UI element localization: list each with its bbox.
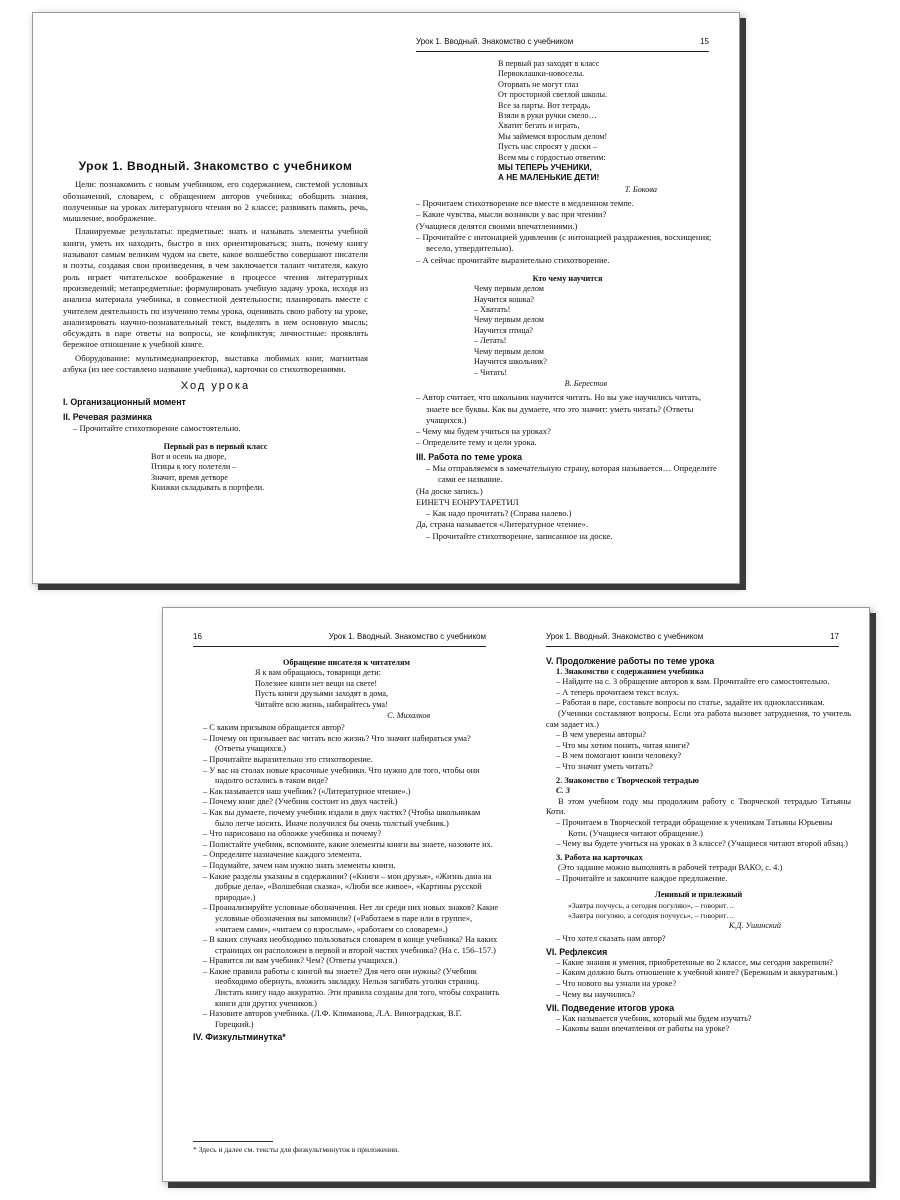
poem-line: Оторвать не могут глаз <box>498 79 579 89</box>
goals-paragraph: Цели: познакомить с новым учебником, его содержанием, системой условных обозначений, словарем, с обращением авторов учебника; обобщить знания, полученные на уроках литературного чтения во 2 классе; развивать память, речь, мышление, воображение. <box>63 179 368 224</box>
poem-line: – Летать! <box>474 336 507 346</box>
poem-title: Первый раз в первый класс <box>163 441 268 451</box>
text-line: – Что хотел сказать нам автор? <box>556 933 666 943</box>
subsection-heading-3: 3. Работа на карточках <box>556 852 643 862</box>
section-heading-2: II. Речевая разминка <box>63 411 152 422</box>
poem-title: Обращение писателя к читателям <box>283 658 410 667</box>
text-line: – А сейчас прочитайте выразительно стихотворение. <box>416 254 610 265</box>
text-line: – У вас на столах новые красочные учебники. Что нужно для того, чтобы они надолго остались в таком виде? <box>203 765 480 786</box>
results-paragraph: Планируемые результаты: предметные: знать и называть элементы учебной книги, уметь их находить, быстро в них ориентироваться; знать, почему книгу называют самым великим чудом на свете, какое волшебство совершают писатели и поэты, создавая свои произведения, в чем заключается талант читателя, какую роль играет читательское воображение в процессе чтения литературных произведений; метапредметные: формулировать учебную задачу урока, исходя из анализа материала учебника, в совместной деятельности; планировать вместе с учителем деятельность по изучению темы урока, оценивать свою работу на уроке, анализировать научно-познавательный текст, выделять в нем основную мысль; обсуждать в паре ответы на вопросы, не конфликтуя; личностные: проявлять бережное отношение к учебной книге. <box>63 226 368 350</box>
poem-line: Чему первым делом <box>474 315 544 325</box>
poem-block <box>416 284 719 378</box>
footnote-rule <box>193 1141 273 1142</box>
text-line: – Каковы ваши впечатления от работы на уроке? <box>556 1024 730 1034</box>
poem-line: Научится школьник? <box>474 357 547 367</box>
poem-line: Хватит бегать и играть, <box>498 121 580 131</box>
text-line: – Полистайте учебник, вспомните, какие элементы книги вы знаете, назовите их. <box>203 839 493 849</box>
section-heading-7: VII. Подведение итогов урока <box>546 1003 675 1014</box>
poem-author: С. Михалков <box>387 710 430 720</box>
page-number: 15 <box>700 37 709 46</box>
poem-line: Вот и осень на дворе, <box>151 451 227 461</box>
poem-line: Пусть книги друзьями заходят в дома, <box>255 689 389 699</box>
questions-list <box>193 723 500 1030</box>
poem-line: Читайте всю жизнь, набирайтесь ума! <box>255 699 388 709</box>
page-reference: С. 3 <box>556 786 570 796</box>
text-line: – Назовите авторов учебника. (Л.Ф. Климанова, Л.А. Виноградская, В.Г. Горецкий.) <box>203 1009 462 1029</box>
poem-line: Всем мы с гордостью ответим: <box>498 152 606 162</box>
page-15 <box>386 13 739 583</box>
text-line: – В чем помогают книги человеку? <box>556 751 682 761</box>
book-spread-pages-14-15 <box>32 12 740 584</box>
poem-author: Т. Бокова <box>624 184 657 194</box>
poem-line: Все за парты. Вот тетрадь. <box>498 100 591 110</box>
text-line: – Работая в паре, составьте вопросы по статье, задайте их одноклассникам. <box>556 698 825 708</box>
text-line: – Как называется наш учебник? («Литературное чтение».) <box>203 786 411 796</box>
poem-line: От просторной светлой школы. <box>498 90 608 100</box>
text-line: Да, страна называется «Литературное чтение». <box>416 519 588 530</box>
footnote: * Здесь и далее см. тексты для физкультминуток в приложении. <box>193 1145 400 1154</box>
text-line: (На доске запись.) <box>416 485 483 496</box>
poem-line: – Читать! <box>474 367 507 377</box>
poem-line: Пусть нас спросят у доски – <box>498 142 597 152</box>
text-line: – А теперь прочитаем текст вслух. <box>556 687 680 697</box>
text-line: – Прочитайте выразительно это стихотворение. <box>203 755 373 764</box>
text-line: – Как вы думаете, почему учебник издали в двух частях? (Чтобы школьникам было легче носить. Иначе получился бы очень толстый учебник.) <box>203 807 481 828</box>
poem-line: Книжки складывать в портфели. <box>151 483 265 493</box>
instruction-line: – Прочитайте стихотворение самостоятельно. <box>73 423 241 434</box>
text-line: (Ученики составляют вопросы. Если эта работа вызовет затруднения, то учитель сам задает их.) <box>546 708 851 729</box>
running-header <box>193 632 486 647</box>
card-title: Ленивый и прилежный <box>654 890 743 900</box>
text-line: – Прочитайте стихотворение, записанное на доске. <box>426 530 613 541</box>
subsection-heading-2: 2. Знакомство с Творческой тетрадью <box>556 775 699 785</box>
board-inscription: ЕИНЕТЧ ЕОНРУТАРЕТИЛ <box>416 496 519 507</box>
text-line: В этом учебном году мы продолжим работу с Творческой тетрадью Татьяны Коти. <box>546 796 851 817</box>
text-line: – Прочитайте с интонацией удивления (с интонацией раздражения, восхищения; весело, утвердительно). <box>416 232 712 254</box>
section-heading-4: IV. Физкультминутка* <box>193 1032 286 1043</box>
text-line: (Это задание можно выполнять в рабочей тетради ВАКО, с. 4.) <box>558 863 783 873</box>
section-heading-1: I. Организационный момент <box>63 396 186 407</box>
text-line: – Какие разделы указаны в содержании? («Книги – мои друзья», «Жизнь дана на добрые дела», «Волшебная сказка», «Люби все живое», «Картины русской природы».) <box>203 871 492 902</box>
page-14-content <box>63 161 368 493</box>
text-line: – Определите назначение каждого элемента. <box>203 850 362 860</box>
text-line: – Почему он призывает вас читать всю жизнь? Что значит набираться ума? (Ответы учащихся.) <box>203 733 471 754</box>
poem-line: – Хватать! <box>474 305 511 315</box>
text-line: – Найдите на с. 3 обращение авторов к вам. Прочитайте его самостоятельно. <box>556 677 830 687</box>
text-line: – Что нарисовано на обложке учебника и почему? <box>203 829 382 839</box>
poem-line: Значит, время детворе <box>151 472 228 482</box>
text-line: – Как называется учебник, который мы будем изучать? <box>556 1013 752 1023</box>
text-line: – Подумайте, зачем нам нужно знать элементы книги. <box>203 860 396 870</box>
book-spread-pages-16-17 <box>162 607 870 1182</box>
running-header-text: Урок 1. Вводный. Знакомство с учебником <box>546 632 704 641</box>
subsection-heading-1: 1. Знакомство с содержанием учебника <box>556 666 704 676</box>
poem-line: В первый раз заходят в класс <box>498 59 600 68</box>
text-line: – С каким призывом обращается автор? <box>203 723 345 733</box>
page-16 <box>163 608 516 1181</box>
text-line: – Как надо прочитать? (Справа налево.) <box>426 508 572 519</box>
text-line: – Проанализируйте условные обозначения. Нет ли среди них новых знаков? Какие условные обозначения вы запомнили? («Работаем в паре или в группе», «читаем сами», «читаем со взрослым», «работаем со словарем».) <box>203 903 499 934</box>
section-heading-6: VI. Рефлексия <box>546 947 608 958</box>
text-line: – Прочитайте и закончите каждое предложение. <box>556 873 728 883</box>
text-line: – Каким должно быть отношение к учебной книге? (Бережным и аккуратным.) <box>556 968 838 978</box>
poem-line: Я к вам обращаюсь, товарищи дети: <box>255 668 381 678</box>
text-line: – Какие знания и умения, приобретенные во 2 классе, мы сегодня закрепили? <box>556 957 833 967</box>
poem-line: Чему первым делом <box>474 346 544 356</box>
text-line: – Что нового вы узнали на уроке? <box>556 979 677 989</box>
text-line: – Прочитаем стихотворение все вместе в медленном темпе. <box>416 198 634 209</box>
poem-line: Мы займемся взрослым делом! <box>498 131 608 141</box>
lesson-flow-heading: Ход урока <box>180 380 251 393</box>
text-line: – Какие чувства, мысли возникли у вас при чтении? <box>416 209 607 220</box>
text-line: – Что мы хотим понять, читая книги? <box>556 740 690 750</box>
page-number: 17 <box>830 632 839 641</box>
card-block <box>546 901 851 921</box>
text-line: – Мы отправляемся в замечательную страну, которая называется… Определите сами ее название. <box>426 462 717 485</box>
poem-line: Научится кошка? <box>474 294 534 304</box>
text-line: – Какие правила работы с книгой вы знаете? Для чего они нужны? (Учебник необходимо обернуть, вложить закладку. Нельзя загибать уголки страниц. Листать книгу надо аккуратно. Эти правила созданы для того, чтобы сохранить книги для других учеников.) <box>203 966 500 1008</box>
running-header <box>546 632 839 647</box>
card-line: «Завтра поучусь, а сегодня погуляю», – говорит… <box>568 901 735 911</box>
poem-line: Чему первым делом <box>474 284 544 294</box>
running-header-text: Урок 1. Вводный. Знакомство с учебником <box>328 632 486 641</box>
page-16-content <box>193 654 500 1044</box>
poem-author: В. Берестов <box>564 378 607 388</box>
poem-line-caps: МЫ ТЕПЕРЬ УЧЕНИКИ, <box>498 163 592 173</box>
poem-line: Научится птица? <box>474 325 533 335</box>
poem-line-caps: А НЕ МАЛЕНЬКИЕ ДЕТИ! <box>498 173 600 183</box>
page-17-content <box>546 654 851 1035</box>
poem-line: Первоклашки-новоселы. <box>498 69 585 79</box>
text-line: – Чему вы будете учиться на уроках в 3 классе? (Учащиеся читают второй абзац.) <box>556 839 848 849</box>
poem-line: Птицы к югу полетели – <box>151 462 237 472</box>
page-14 <box>33 13 386 583</box>
text-line: – Чему мы будем учиться на уроках? <box>416 426 551 437</box>
text-line: – Чему вы научились? <box>556 989 636 999</box>
poem-block <box>416 59 719 184</box>
poem-line: Полезнее книги нет вещи на свете! <box>255 678 378 688</box>
section-heading-3: III. Работа по теме урока <box>416 451 522 462</box>
poem-block <box>63 452 368 494</box>
text-line: – Нравится ли вам учебник? Чем? (Ответы учащихся.) <box>203 956 398 966</box>
poem-block <box>193 668 500 710</box>
text-line: (Учащиеся делятся своими впечатлениями.) <box>416 220 578 231</box>
lesson-title: Урок 1. Вводный. Знакомство с учебником <box>78 159 353 173</box>
equipment-paragraph: Оборудование: мультимедиапроектор, выставка любимых книг, магнитная азбука (из нее составлено название учебника), карточки со стихотворениями. <box>63 352 368 375</box>
text-line: – Прочитаем в Творческой тетради обращение к ученикам Татьяны Юрьевны Коти. (Учащиеся читают обращение.) <box>556 817 833 838</box>
text-line: – Почему книг две? (Учебник состоит из двух частей.) <box>203 797 398 807</box>
text-line: – В каких случаях необходимо пользоваться словарем в конце учебника? На каких страницах он расположен в первой и второй частях учебника? (На с. 156–157.) <box>203 935 498 955</box>
running-header <box>416 37 709 52</box>
page-number: 16 <box>193 632 202 641</box>
running-header-text: Урок 1. Вводный. Знакомство с учебником <box>416 37 574 46</box>
text-line: – Что значит уметь читать? <box>556 761 653 771</box>
page-15-content <box>416 59 719 542</box>
text-line: – Определите тему и цели урока. <box>416 437 537 448</box>
page-17 <box>516 608 869 1181</box>
poem-line: Взяли в руки ручки смело… <box>498 111 597 121</box>
text-line: – В чем уверены авторы? <box>556 730 646 740</box>
poem-title: Кто чему научится <box>532 273 603 283</box>
card-line: «Завтра погуляю, а сегодня поучусь», – говорит… <box>568 911 735 921</box>
section-heading-5: V. Продолжение работы по теме урока <box>546 656 715 666</box>
card-author: К.Д. Ушинский <box>728 921 781 931</box>
text-line: – Автор считает, что школьник научится читать. Но вы уже научились читать, знаете все буквы. Как вы думаете, что это значит: уметь читать? (Ответы учащихся.) <box>416 392 702 425</box>
